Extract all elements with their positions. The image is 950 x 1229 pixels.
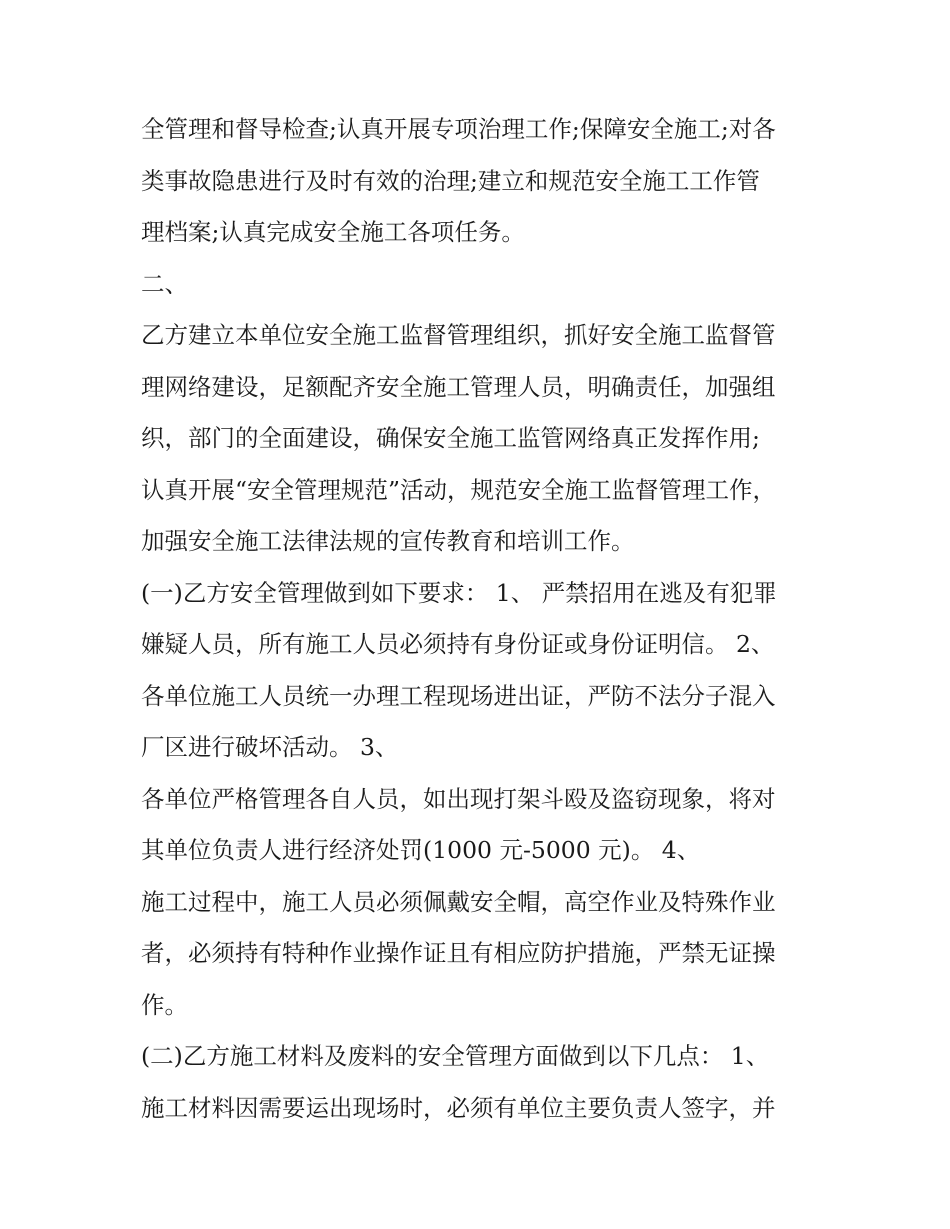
text-line: 施工材料因需要运出现场时，必须有单位主要负责人签字，并 — [141, 1093, 776, 1122]
text-line: 全管理和督导检查;认真开展专项治理工作;保障安全施工;对各 — [141, 115, 776, 143]
body-text — [141, 104, 821, 1134]
text-line: 作。 — [141, 990, 188, 1019]
section-heading: 二、 — [141, 269, 188, 298]
text-line: 嫌疑人员，所有施工人员必须持有身份证或身份证明信。 2、 — [141, 630, 775, 658]
text-line: 织，部门的全面建设，确保安全施工监管网络真正发挥作用; — [141, 424, 760, 452]
text-line: 各单位严格管理各自人员，如出现打架斗殴及盗窃现象，将对 — [141, 784, 776, 813]
text-line: 理网络建设，足额配齐安全施工管理人员，明确责任，加强组 — [141, 372, 776, 401]
text-line: (二)乙方施工材料及废料的安全管理方面做到以下几点： 1、 — [141, 1042, 770, 1070]
text-line: 乙方建立本单位安全施工监督管理组织，抓好安全施工监督管 — [141, 321, 776, 349]
text-line: 厂区进行破坏活动。 3、 — [141, 733, 399, 761]
text-line: 其单位负责人进行经济处罚(1000 元-5000 元)。 4、 — [141, 836, 701, 864]
text-line: 认真开展“安全管理规范”活动，规范安全施工监督管理工作， — [141, 475, 777, 504]
text-line: 施工过程中，施工人员必须佩戴安全帽，高空作业及特殊作业 — [141, 887, 776, 916]
text-line: (一)乙方安全管理做到如下要求： 1、 严禁招用在逃及有犯罪 — [141, 578, 777, 607]
text-line: 各单位施工人员统一办理工程现场进出证，严防不法分子混入 — [141, 681, 776, 710]
text-line: 者，必须持有特种作业操作证且有相应防护措施，严禁无证操 — [141, 939, 776, 967]
text-line: 理档案;认真完成安全施工各项任务。 — [141, 218, 525, 246]
text-line: 加强安全施工法律法规的宣传教育和培训工作。 — [141, 527, 635, 555]
text-line: 类事故隐患进行及时有效的治理;建立和规范安全施工工作管 — [141, 166, 760, 195]
